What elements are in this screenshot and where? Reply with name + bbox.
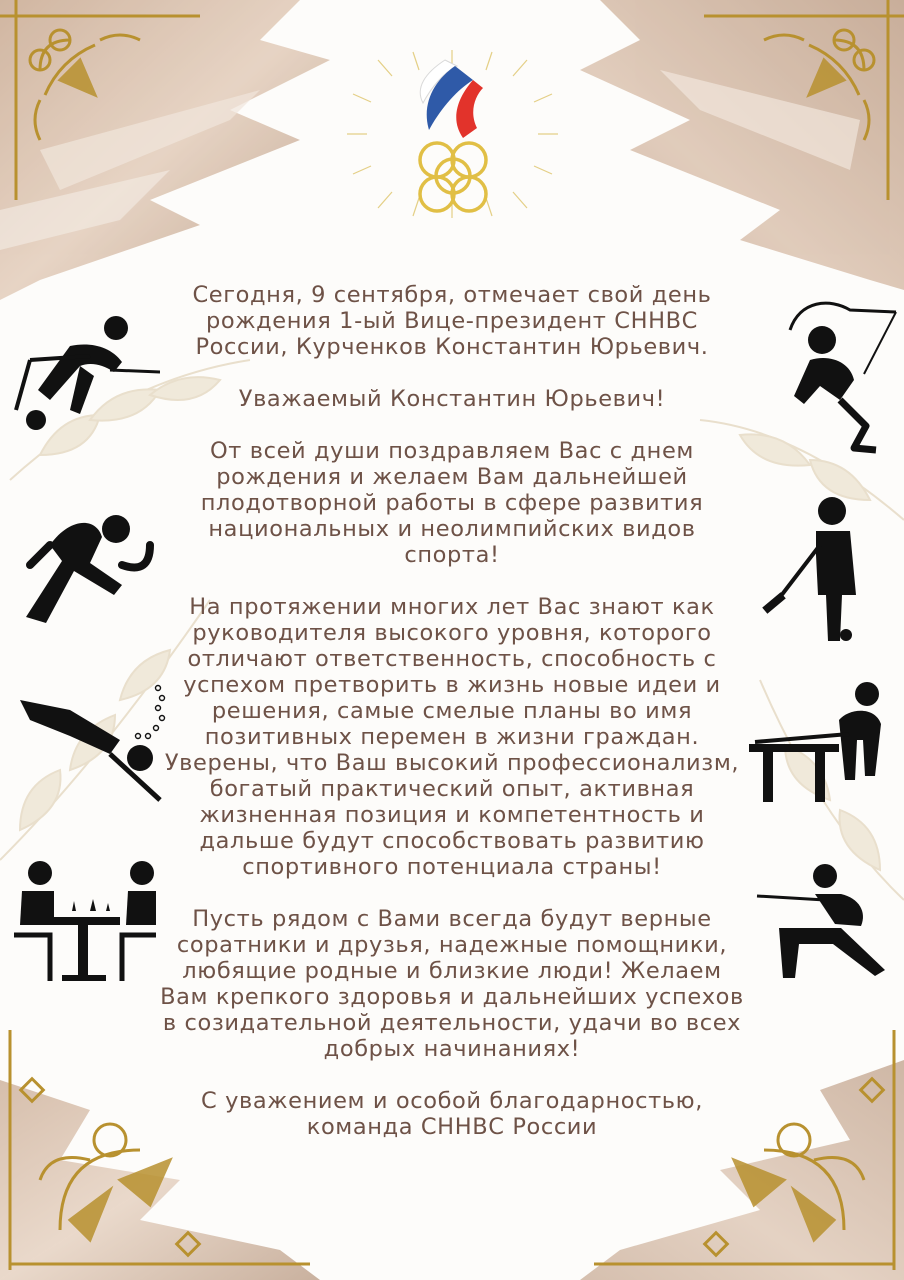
billiards-pictogram-icon	[745, 680, 890, 810]
chess-pictogram-icon	[10, 855, 160, 985]
greeting-line: Уважаемый Константин Юрьевич!	[238, 386, 666, 412]
football-pictogram-icon	[10, 310, 160, 430]
corner-ornament-top-right	[694, 0, 904, 210]
corner-ornament-top-left	[0, 0, 210, 210]
letter-body	[160, 282, 744, 1140]
signature-line-1: С уважением и особой благодарностью,	[201, 1088, 703, 1114]
running-pictogram-icon	[10, 505, 160, 630]
croquet-pictogram-icon	[760, 495, 870, 645]
sports-federation-emblem-icon	[345, 48, 560, 220]
diving-pictogram-icon	[10, 680, 180, 810]
signature-line-2: команда СННВС России	[306, 1114, 598, 1140]
signature	[160, 1088, 744, 1140]
intro-paragraph: Сегодня, 9 сентября, отмечает свой день рождения 1-ый Вице-президент СННВС России, Курченков Константин Юрьевич.	[192, 282, 712, 360]
rhythmic-gymnastics-pictogram-icon	[780, 300, 900, 460]
closing-wish-paragraph: Пусть рядом с Вами всегда будут верные соратники и друзья, надежные помощники, любящие родные и близкие люди! Желаем Вам крепкого здоровья и дальнейших успехов в созидательной деятельности, удачи во всех добрых начинаниях!	[160, 906, 744, 1062]
fencing-pictogram-icon	[755, 860, 895, 985]
praise-paragraph: На протяжении многих лет Вас знают как руководителя высокого уровня, которого отличают ответственность, способность с успехом претворить в жизнь новые идеи и решения, самые смелые планы во имя позитивных перемен в жизни граждан. Уверены, что Ваш высокий профессионализм, богатый практический опыт, активная жизненная позиция и компетентность и дальше будут способствовать развитию спортивного потенциала страны!	[164, 594, 740, 880]
wishes-paragraph: От всей души поздравляем Вас с днем рождения и желаем Вам дальнейшей плодотворной работы в сфере развития национальных и неолимпийских видов спорта!	[200, 438, 704, 568]
